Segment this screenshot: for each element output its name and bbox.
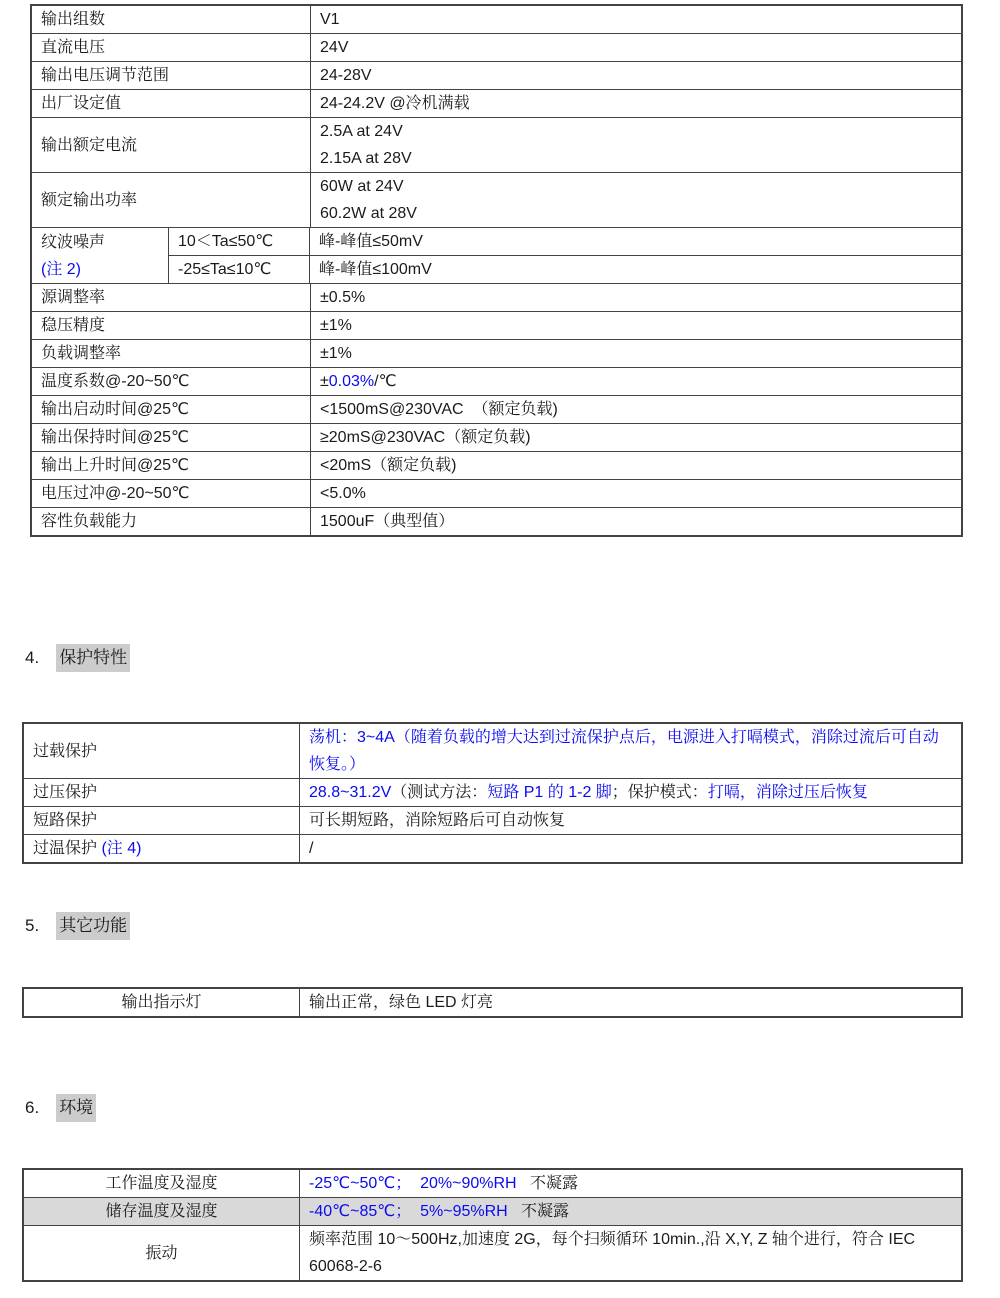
row-value-cell	[311, 173, 961, 227]
row-label-cell	[24, 1226, 300, 1280]
text-segment: 2.15A at 28V	[320, 150, 412, 167]
table-row	[32, 117, 961, 172]
text-segment: 源调整率	[41, 289, 106, 306]
text-segment: 60.2W at 28V	[320, 205, 417, 222]
row-value-cell	[311, 424, 961, 451]
other-functions-table	[22, 987, 963, 1018]
emphasized-text: -40℃~85℃； 5%~95%RH	[309, 1203, 508, 1220]
row-value-cell	[311, 62, 961, 89]
row-value-cell	[310, 228, 961, 255]
text-line	[309, 989, 952, 1016]
row-label-cell	[24, 835, 300, 862]
text-line	[178, 228, 300, 255]
text-segment: 额定输出功率	[41, 191, 138, 209]
text-line	[41, 62, 301, 89]
text-line	[41, 340, 301, 367]
text-segment: 输出指示灯	[121, 994, 202, 1011]
text-line	[309, 1226, 952, 1280]
text-line	[320, 480, 952, 507]
text-line	[320, 173, 952, 200]
text-line	[320, 6, 952, 33]
text-line	[41, 187, 301, 214]
row-label-cell	[24, 989, 300, 1016]
text-segment: <1500mS@230VAC （额定负载)	[320, 401, 558, 418]
row-label-cell	[32, 284, 311, 311]
text-segment: 过载保护	[33, 742, 98, 760]
text-line	[41, 312, 301, 339]
text-line	[41, 132, 301, 159]
text-line	[309, 835, 952, 862]
emphasized-text: 短路 P1 的 1-2 脚	[487, 784, 612, 801]
text-segment: ±	[320, 373, 329, 390]
text-segment: ≥20mS@230VAC（额定负载)	[320, 429, 531, 446]
text-segment: 容性负载能力	[41, 513, 138, 530]
text-segment: -25≤Ta≤10℃	[178, 261, 272, 278]
text-line	[41, 90, 301, 117]
row-value-cell	[310, 256, 961, 283]
text-segment: 输出正常，绿色 LED 灯亮	[309, 994, 494, 1011]
text-line	[41, 424, 301, 451]
text-line	[41, 480, 301, 507]
row-label-cell	[24, 1198, 300, 1225]
text-segment: 输出额定电流	[41, 136, 138, 154]
section-heading-protection	[25, 644, 130, 672]
text-segment: 出厂设定值	[41, 95, 122, 112]
row-value-cell	[311, 452, 961, 479]
text-line	[41, 256, 159, 283]
text-line	[319, 256, 952, 283]
row-value-cell	[311, 6, 961, 33]
text-line	[320, 118, 952, 145]
text-line	[41, 396, 301, 423]
section-number: 4.	[25, 648, 40, 667]
text-segment: 峰-峰值≤50mV	[319, 233, 423, 250]
table-row	[24, 806, 961, 834]
row-value-cell	[300, 1198, 961, 1225]
text-segment: 过压保护	[33, 784, 98, 801]
text-segment: 24-24.2V @冷机满载	[320, 95, 470, 112]
table-row	[32, 423, 961, 451]
row-label-cell	[32, 340, 311, 367]
table-row	[32, 61, 961, 89]
row-label-cell	[32, 228, 169, 283]
text-line	[41, 229, 159, 256]
table-row	[32, 6, 961, 33]
row-label-cell	[32, 118, 311, 172]
table-row	[24, 724, 961, 778]
environment-table	[22, 1168, 963, 1282]
text-line	[33, 779, 290, 806]
row-value-cell	[311, 312, 961, 339]
table-row	[24, 1225, 961, 1280]
table-row	[24, 778, 961, 806]
emphasized-text: (注 2)	[41, 260, 82, 278]
text-segment: V1	[320, 11, 340, 28]
section-title: 其它功能	[56, 912, 130, 940]
row-label-cell	[32, 62, 311, 89]
text-segment: 振动	[145, 1244, 178, 1262]
text-line	[105, 1170, 217, 1197]
emphasized-text: -25℃~50℃； 20%~90%RH	[309, 1175, 517, 1192]
section-number: 6.	[25, 1098, 40, 1117]
text-segment: 24V	[320, 39, 349, 56]
text-segment: ±1%	[320, 345, 352, 362]
protection-table	[22, 722, 963, 864]
row-value-cell	[300, 807, 961, 834]
text-segment: 输出电压调节范围	[41, 67, 170, 84]
text-segment: 1500uF（典型值）	[320, 513, 455, 530]
text-segment: 工作温度及湿度	[105, 1175, 218, 1192]
text-line	[320, 368, 952, 395]
text-line	[33, 835, 290, 862]
text-segment: 电压过冲@-20~50℃	[41, 485, 190, 502]
text-line	[33, 738, 290, 765]
text-segment: <20mS（额定负载)	[320, 457, 457, 474]
table-row	[32, 172, 961, 227]
text-segment: 纹波噪声	[41, 233, 106, 251]
text-line	[309, 807, 952, 834]
text-segment: 短路保护	[33, 812, 98, 829]
table-row	[32, 283, 961, 311]
row-value-cell	[300, 989, 961, 1016]
condition-cell	[169, 228, 310, 255]
section-title: 保护特性	[56, 644, 130, 672]
row-label-cell	[32, 34, 311, 61]
text-segment: 频率范围 10～500Hz,加速度 2G，每个扫频循环 10min.,沿 X,Y, Z 轴个进行，符合 IEC 60068-2-6	[309, 1231, 920, 1275]
row-label-cell	[32, 452, 311, 479]
text-line	[320, 396, 952, 423]
row-value-cell	[311, 368, 961, 395]
table-row	[24, 834, 961, 862]
text-segment: ±0.5%	[320, 289, 366, 306]
text-line	[41, 452, 301, 479]
table-row	[32, 479, 961, 507]
text-line	[33, 807, 290, 834]
emphasized-text: 28.8~31.2V	[309, 784, 392, 801]
row-value-cell	[311, 396, 961, 423]
text-segment: 储存温度及湿度	[105, 1203, 218, 1220]
table-row	[32, 89, 961, 117]
text-segment: 峰-峰值≤100mV	[319, 261, 432, 278]
text-segment: 输出上升时间@25℃	[41, 457, 190, 474]
text-segment: 负载调整率	[41, 345, 122, 362]
text-segment: ；保护模式：	[611, 784, 708, 801]
section-heading-environment	[25, 1094, 96, 1122]
text-line	[320, 90, 952, 117]
text-segment: 不凝露	[516, 1175, 578, 1192]
text-line	[320, 312, 952, 339]
text-line	[309, 724, 952, 778]
row-label-cell	[32, 312, 311, 339]
text-line	[320, 424, 952, 451]
row-label-cell	[32, 90, 311, 117]
text-line	[121, 989, 201, 1016]
text-line	[320, 452, 952, 479]
emphasized-text: 打嗝，消除过压后恢复	[707, 784, 868, 801]
row-value-cell	[311, 340, 961, 367]
spec-table	[30, 4, 963, 537]
table-subrow	[169, 228, 961, 255]
section-number: 5.	[25, 916, 40, 935]
text-segment: 温度系数@-20~50℃	[41, 373, 190, 390]
emphasized-text: 荡机：3~4A（随着负载的增大达到过流保护点后，电源进入打嗝模式，消除过流后可自动恢复。）	[309, 729, 939, 773]
emphasized-text: (注 4)	[101, 840, 142, 857]
text-segment: 直流电压	[41, 39, 106, 56]
row-value-cell	[300, 1226, 961, 1280]
text-line	[41, 34, 301, 61]
text-line	[41, 284, 301, 311]
section-title: 环境	[56, 1094, 96, 1122]
row-label-cell	[32, 368, 311, 395]
text-segment: 10＜Ta≤50℃	[178, 233, 274, 250]
text-line	[320, 145, 952, 172]
text-segment: 稳压精度	[41, 317, 106, 334]
row-label-cell	[32, 480, 311, 507]
text-segment: ±1%	[320, 317, 352, 334]
text-line	[41, 6, 301, 33]
row-value-cell	[311, 118, 961, 172]
table-row	[32, 311, 961, 339]
text-segment: <5.0%	[320, 485, 366, 502]
text-segment: 2.5A at 24V	[320, 123, 403, 140]
text-line	[41, 508, 301, 535]
emphasized-text: 0.03%	[328, 373, 375, 390]
text-line	[41, 368, 301, 395]
table-row	[32, 227, 961, 283]
text-segment: 过温保护	[33, 840, 102, 857]
text-segment: 输出组数	[41, 11, 106, 28]
table-row	[24, 989, 961, 1016]
row-label-cell	[32, 396, 311, 423]
row-label-cell	[32, 6, 311, 33]
text-line	[319, 228, 952, 255]
text-line	[309, 779, 952, 806]
text-segment: 输出启动时间@25℃	[41, 401, 190, 418]
condition-cell	[169, 256, 310, 283]
row-value-cell	[311, 480, 961, 507]
table-subrow	[169, 255, 961, 283]
row-label-cell	[32, 173, 311, 227]
text-line	[320, 62, 952, 89]
text-segment: 24-28V	[320, 67, 372, 84]
text-line	[105, 1198, 217, 1225]
text-segment: 输出保持时间@25℃	[41, 429, 190, 446]
row-label-cell	[24, 779, 300, 806]
text-segment: 不凝露	[507, 1203, 570, 1220]
text-line	[320, 284, 952, 311]
row-value-cell	[300, 779, 961, 806]
text-line	[309, 1170, 952, 1197]
table-row	[24, 1170, 961, 1197]
text-segment: /	[309, 840, 314, 857]
row-label-cell	[32, 424, 311, 451]
text-line	[320, 200, 952, 227]
table-row	[32, 367, 961, 395]
text-line	[320, 340, 952, 367]
row-value-cell	[311, 284, 961, 311]
row-value-cell	[311, 508, 961, 535]
row-value-cell	[311, 34, 961, 61]
table-row	[32, 451, 961, 479]
row-label-cell	[32, 508, 311, 535]
text-segment: 60W at 24V	[320, 178, 404, 195]
text-segment: （测试方法：	[391, 784, 488, 801]
table-row	[32, 507, 961, 535]
row-value-cell	[300, 835, 961, 862]
text-segment: 可长期短路，消除短路后可自动恢复	[309, 812, 566, 829]
text-segment: /℃	[374, 373, 397, 390]
row-value-cell	[300, 1170, 961, 1197]
table-row	[32, 33, 961, 61]
text-line	[178, 256, 300, 283]
section-heading-other	[25, 912, 130, 940]
table-row	[24, 1197, 961, 1225]
row-label-cell	[24, 1170, 300, 1197]
row-label-cell	[24, 724, 300, 778]
text-line	[145, 1240, 177, 1267]
row-label-cell	[24, 807, 300, 834]
row-value-cell	[311, 90, 961, 117]
table-row	[32, 339, 961, 367]
text-line	[320, 508, 952, 535]
table-row	[32, 395, 961, 423]
text-line	[309, 1198, 952, 1225]
condition-subrows	[169, 228, 961, 283]
row-value-cell	[300, 724, 961, 778]
text-line	[320, 34, 952, 61]
